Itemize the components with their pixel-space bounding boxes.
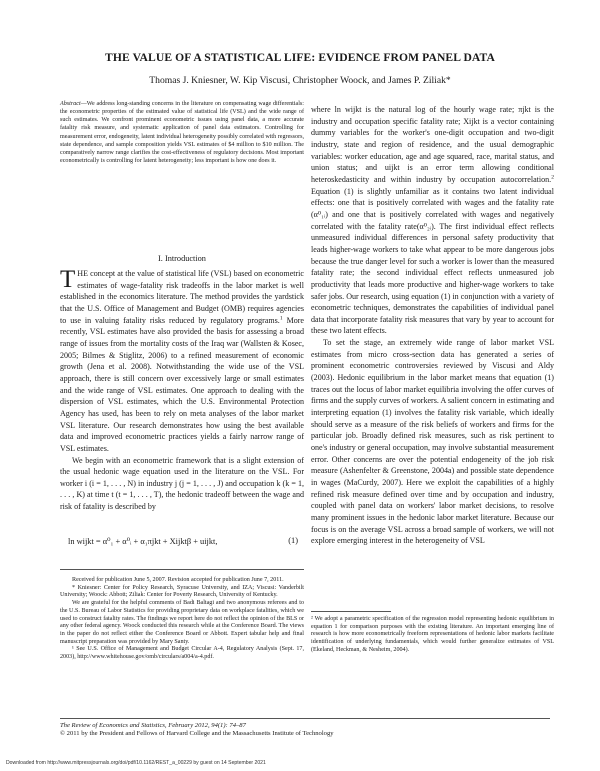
copyright-line: © 2011 by the President and Fellows of Harvard College and the Massachusetts Institute of Technology <box>60 730 334 737</box>
intro-paragraph-1: HE concept at the value of statistical life (VSL) based on econometric estimates of wage-fatality risk tradeoffs in the labor market is well established in the economics literature. The method provides the yardstick that the U.S. Office of Management and Budget (OMB) requires agencies to use in valuing fatality risks reduced by regulatory programs. <box>60 269 304 325</box>
left-column <box>60 268 304 513</box>
body-paragraph-2: To set the stage, an extremely wide range of labor market VSL estimates from micro cross-section data has generated a series of prominent econometric controversies reviewed by Viscusi and Aldy (2003). Hedonic equilibrium in the labor market means that equation (1) traces out the locus of labor market equilibria involving the offer curves of firms and the supply curves of workers. A salient concern in estimating and interpreting equation (1) involves the fatality risk variable, which ideally should serve as a measure of the risk beliefs of workers and firms for the particular job. Broadly defined risk measures, such as risk pertinent to one's industry or general occupation, may involve substantial measurement error. Other concerns are over the potential endogeneity of the job risk measure (Ashenfelter & Greenstone, 2004a) and possible state dependence in wages (MaCurdy, 2007). Here we exploit the capabilities of a highly refined risk measure defined over time and by occupation and industry, coupled with panel data on workers' labor market decisions, to resolve many prominent issues in the hedonic labor market literature. Because our focus is on the average VSL across a broad sample of workers, we will not explore emerging interest in the heterogeneity of VSL <box>311 338 554 546</box>
journal-citation: The Review of Economics and Statistics, February 2012, 94(1): 74–87 <box>60 722 246 729</box>
author-list: Thomas J. Kniesner, W. Kip Viscusi, Christopher Woock, and James P. Ziliak* <box>149 75 451 86</box>
footnote-2: ² We adopt a parametric specification of the regression model representing hedonic equilibrium in equation 1 for comparison purposes with the existing literature. An important emerging line of research is how more econometrically freeform representations of hedonic labor markets facilitate identification of underlying fundamentals, which would further generalize estimates of VSL (Ekeland, Heckman, & Nesheim, 2004). <box>311 616 554 653</box>
paper-title: THE VALUE OF A STATISTICAL LIFE: EVIDENCE FROM PANEL DATA <box>105 51 495 64</box>
body-paragraph-1-cont: Equation (1) is slightly unfamiliar as it contains two latent individual effects: one that is positively correlated with wages and the fatality rate (α⁰₁ᵢ) and one that is positively correlated with wages and negatively correlated with the fatality rate(α⁰₂ᵢ). The first individual effect reflects unmeasured individual differences in personal safety productivity that leads higher-wage workers to take what appear to be more dangerous jobs because the true danger level for such a worker is lower than the measured fatality rate; the second individual effect reflects unmeasured job productivity that leads more productive and higher-wage workers to take safer jobs. Our research, using equation (1) in conjunction with a variety of econometric techniques, demonstrates the capabilities of individual panel data that incorporate fatality risk measures that vary by year to account for these two latent effects. <box>311 186 554 336</box>
right-column <box>311 104 554 547</box>
section-heading: I. Introduction <box>158 254 206 263</box>
intro-paragraph-2: We begin with an econometric framework that is a slight extension of the usual hedonic wage equation used in the literature on the VSL. For worker i (i = 1, . . . , N) in industry j (j = 1, . . . , J) and occupation k (k = 1, . . . , K) at time t (t = 1, . . . , T), the hedonic tradeoff between the wage and risk of fatality is described by <box>60 455 304 512</box>
abstract-label: Abstract <box>60 101 81 107</box>
footnote-divider-right <box>311 611 391 612</box>
footnote-1: ¹ See U.S. Office of Management and Budget Circular A-4, Regulatory Analysis (Sept. 17, 2003), http://www.whitehouse.gov/omb/circulars/a004/a-4.pdf. <box>60 646 304 661</box>
drop-cap: T <box>60 266 76 293</box>
abstract <box>60 100 304 165</box>
affiliation-note: * Kniesner: Center for Policy Research, Syracuse University, and IZA; Viscusi: Vanderbilt University; Woock: Abbott; Ziliak: Center for Poverty Research, University of Kentucky. <box>60 584 304 599</box>
footnote-divider-left <box>60 569 304 570</box>
footnote-ref-1[interactable]: 1 <box>279 314 283 321</box>
intro-paragraph-1-cont: More recently, VSL estimates have also provided the basis for assessing a broad range of issues from the mortality costs of the Iraq war (Wallsten & Kosec, 2005; Bilmes & Stiglitz, 2006) to a refined measurement of economic growth (Jena et al. 2008). Notwithstanding the wide use of the VSL approach, there is still concern over excessively large or small estimates and the wide range of VSL estimates. One approach to dealing with the dispersion of VSL estimates, which the U.S. Environmental Protection Agency has used, has been to rely on meta analyses of the labor market VSL literature. Our research demonstrates how using the best available data and improved econometric practices yields a fairly narrow range of VSL estimates. <box>60 315 304 453</box>
equation-number: (1) <box>288 536 298 545</box>
body-paragraph-1: where ln wijkt is the natural log of the hourly wage rate; πjkt is the industry and occupation specific fatality rate; Xijkt is a vector containing dummy variables for the worker's one-digit occupation and two-digit industry, state and region of residence, and the usual demographic variables: worker education, age and age squared, race, marital status, and union status; and uijkt is an error term allowing conditional heteroskedasticity and within industry by occupation autocorrelation. <box>311 105 554 184</box>
journal-divider <box>60 718 550 719</box>
acknowledgment-note: We are grateful for the helpful comments of Badi Baltagi and two anonymous referees and to the U.S. Bureau of Labor Statistics for providing proprietary data on workplace fatalities, which we used to construct fatality rates. The findings we report here do not reflect the opinion of the BLS or any other federal agency. Woock conducted this research while at the Conference Board. The views in the paper do not reflect either the Conference Board or Abbott. Expert tabular help and final manuscript preparation was provided by Mary Santy. <box>60 600 304 645</box>
footnote-ref-2[interactable]: 2 <box>551 174 554 181</box>
footnotes-left <box>60 577 304 662</box>
equation-text: ln wijkt = α⁰₁ + α⁰ᵢ + α₁πjkt + Xijktβ + uijkt, <box>68 537 218 546</box>
journal-footer <box>60 722 550 738</box>
download-stamp: Downloaded from http://www.mitpressjournals.org/doi/pdf/10.1162/REST_a_00229 by guest on 14 September 2021 <box>6 760 266 766</box>
abstract-text: —We address long-standing concerns in the literature on compensating wage differentials: the econometric properties of the estimated value of statistical life (VSL) and the wide range of such estimates. We confront prominent econometric issues using panel data, a more accurate fatality risk measure, and systematic application of panel data estimators. Controlling for measurement error, endogeneity, latent individual heterogeneity possibly correlated with regressors, state dependence, and sample composition yields VSL estimates of $4 million to $10 million. The comparatively narrow range clarifies the cost-effectiveness of regulatory decisions. Most important econometrically is controlling for latent heterogeneity; less important is how one does it. <box>60 101 304 165</box>
received-note: Received for publication June 5, 2007. Revision accepted for publication June 7, 2011. <box>72 577 284 583</box>
